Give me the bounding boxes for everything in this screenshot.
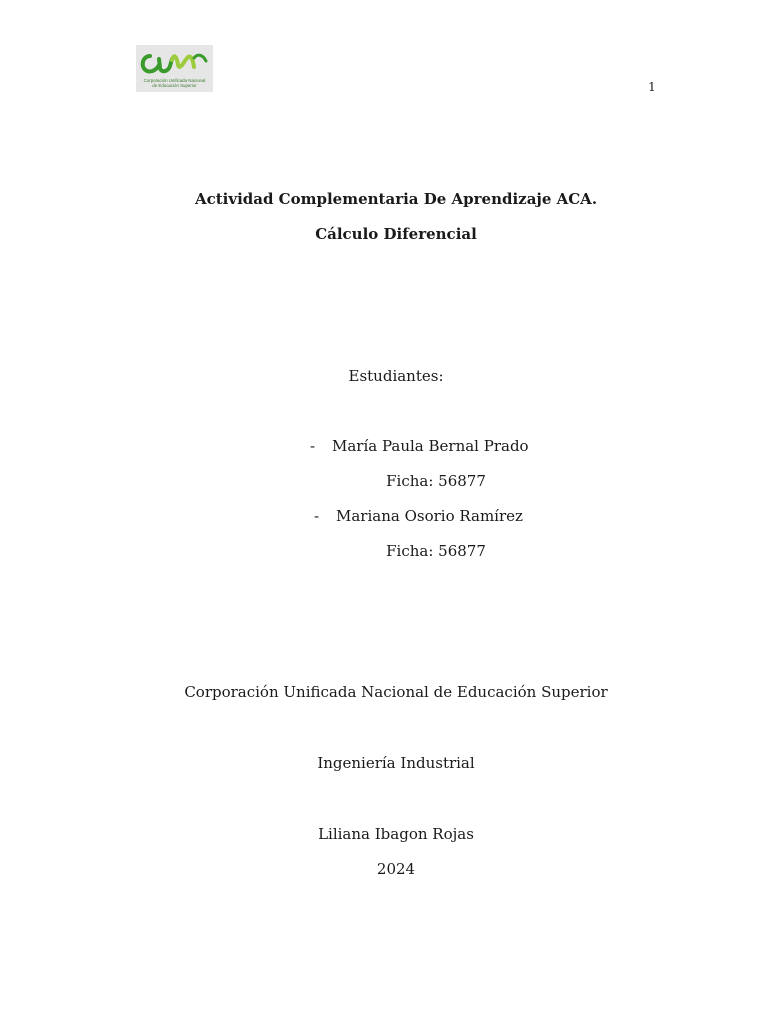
institution-name: Corporación Unificada Nacional de Educación Superior — [184, 683, 608, 701]
course-title: Cálculo Diferencial — [315, 225, 477, 243]
student-bullet: - — [314, 507, 320, 525]
program-name: Ingeniería Industrial — [317, 754, 475, 772]
document-title: Actividad Complementaria De Aprendizaje ACA. — [194, 190, 598, 208]
students-label: Estudiantes: — [348, 367, 444, 385]
student-ficha: Ficha: 56877 — [386, 472, 486, 490]
student-name: Mariana Osorio Ramírez — [336, 507, 523, 525]
institution-logo — [136, 45, 213, 92]
student-name: María Paula Bernal Prado — [332, 437, 529, 455]
logo-graphic — [136, 45, 213, 92]
year: 2024 — [376, 860, 416, 878]
teacher-name: Liliana Ibagon Rojas — [318, 825, 474, 843]
page-number: 1 — [648, 80, 656, 94]
logo-subtitle-1: Corporación Unificada Nacional — [143, 78, 206, 83]
logo-subtitle-2: de Educación Superior — [152, 83, 197, 88]
student-bullet: - — [310, 437, 316, 455]
student-ficha: Ficha: 56877 — [386, 542, 486, 560]
